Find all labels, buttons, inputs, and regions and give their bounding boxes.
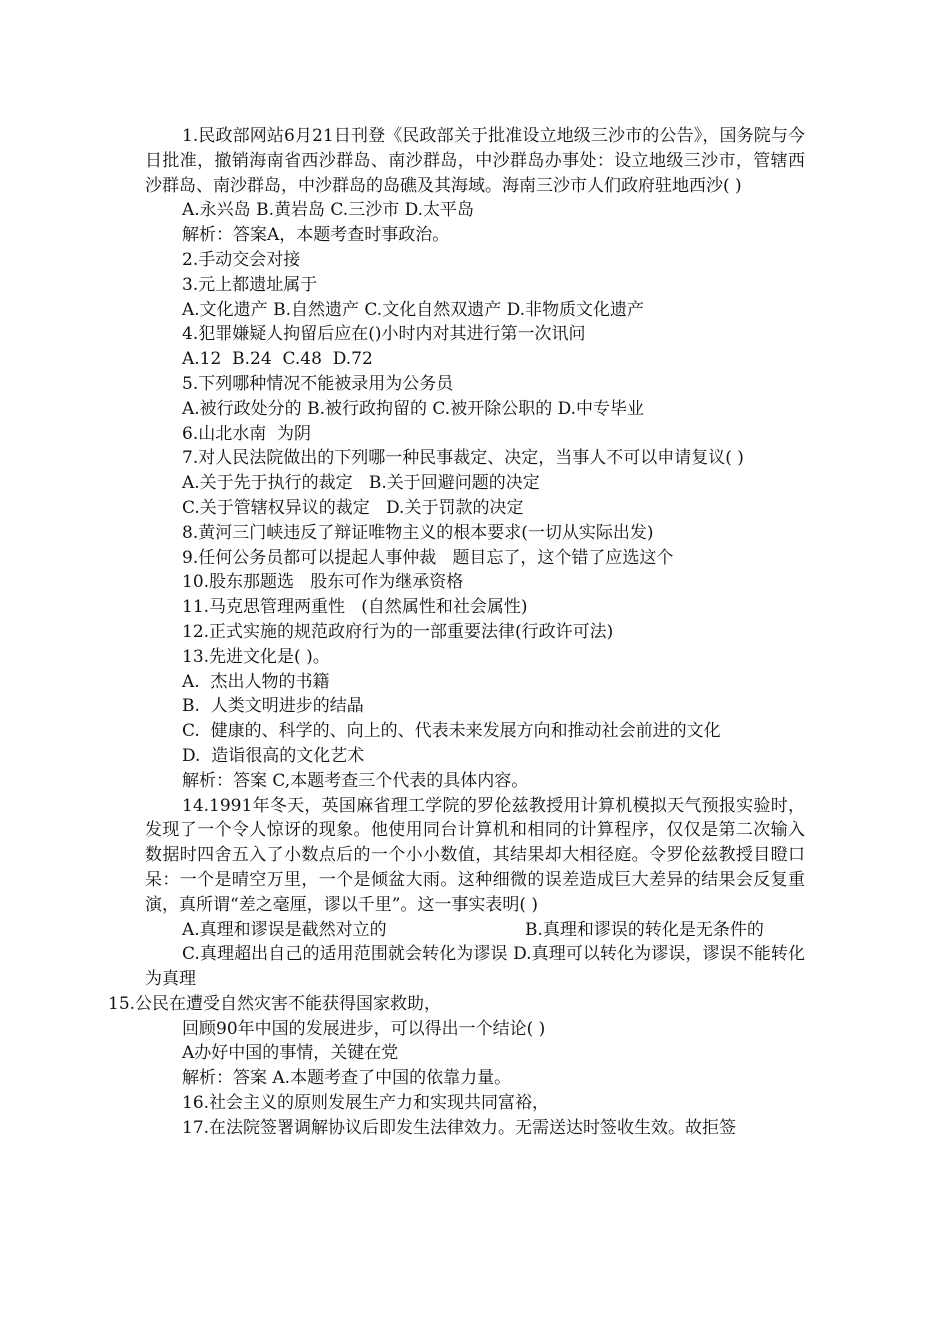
question-1-options: A.永兴岛 B.黄岩岛 C.三沙市 D.太平岛	[182, 200, 475, 221]
question-14-option-b: B.真理和谬误的转化是无条件的	[525, 919, 764, 940]
question-1-analysis: 解析：答案A，本题考查时事政治。	[182, 225, 450, 246]
question-6: 6.山北水南 为阴	[182, 423, 312, 444]
question-14-options-cd: C.真理超出自己的适用范围就会转化为谬误 D.真理可以转化为谬误，谬误不能转化为真理	[145, 944, 805, 990]
question-13-option-b: B. 人类文明进步的结晶	[182, 696, 364, 717]
question-13-option-a: A. 杰出人物的书籍	[182, 671, 330, 692]
question-13-analysis: 解析：答案 C,本题考查三个代表的具体内容。	[182, 770, 529, 791]
question-7: 7.对人民法院做出的下列哪一种民事裁定、决定，当事人不可以申请复议( )	[182, 448, 744, 469]
question-15-sub: 回顾90年中国的发展进步，可以得出一个结论( )	[182, 1018, 546, 1039]
question-2: 2.手动交会对接	[182, 249, 301, 270]
question-3-options: A.文化遗产 B.自然遗产 C.文化自然双遗产 D.非物质文化遗产	[182, 299, 645, 320]
question-1: 1.民政部网站6月21日刊登《民政部关于批准设立地级三沙市的公告》，国务院与今日批准，撤销海南省西沙群岛、南沙群岛，中沙群岛办事处：设立地级三沙市，管辖西沙群岛、南沙群岛，中沙群岛的岛礁及其海域。海南三沙市人们政府驻地西沙( )	[145, 126, 805, 196]
question-11: 11.马克思管理两重性 (自然属性和社会属性)	[182, 597, 528, 618]
question-15-analysis: 解析：答案 A.本题考查了中国的依靠力量。	[182, 1068, 512, 1089]
question-13-option-d: D. 造诣很高的文化艺术	[182, 745, 365, 766]
question-12: 12.正式实施的规范政府行为的一部重要法律(行政许可法)	[182, 621, 614, 642]
question-9: 9.任何公务员都可以提起人事仲裁 题目忘了，这个错了应选这个	[182, 547, 674, 568]
question-4: 4.犯罪嫌疑人拘留后应在()小时内对其进行第一次讯问	[182, 324, 586, 345]
question-4-options: A.12 B.24 C.48 D.72	[182, 349, 373, 370]
question-14-options-ab	[145, 918, 805, 943]
question-7-options-cd: C.关于管辖权异议的裁定 D.关于罚款的决定	[182, 497, 524, 518]
question-3: 3.元上都遗址属于	[182, 274, 318, 295]
question-14-option-a: A.真理和谬误是截然对立的	[182, 919, 387, 940]
question-14: 14.1991年冬天，英国麻省理工学院的罗伦兹教授用计算机模拟天气预报实验时，发现了一个令人惊讶的现象。他使用同台计算机和相同的计算程序，仅仅是第二次输入数据时四舍五入了小数点后的一个小小数值，其结果却大相径庭。令罗伦兹教授目瞪口呆：一个是晴空万里，一个是倾盆大雨。这种细微的误差造成巨大差异的结果会反复重演，真所谓“差之毫厘，谬以千里”。这一事实表明( )	[145, 795, 805, 915]
question-13: 13.先进文化是( )。	[182, 646, 330, 667]
question-5-options: A.被行政处分的 B.被行政拘留的 C.被开除公职的 D.中专毕业	[182, 398, 645, 419]
question-13-option-c: C. 健康的、科学的、向上的、代表未来发展方向和推动社会前进的文化	[182, 721, 721, 742]
question-7-options-ab: A.关于先于执行的裁定 B.关于回避问题的决定	[182, 473, 540, 494]
document-body	[108, 124, 805, 1141]
question-15-option: A办好中国的事情，关键在党	[182, 1043, 399, 1064]
question-15: 15.公民在遭受自然灾害不能获得国家救助，	[108, 993, 442, 1014]
question-10: 10.股东那题选 股东可作为继承资格	[182, 572, 464, 593]
question-5: 5.下列哪种情况不能被录用为公务员	[182, 373, 454, 394]
question-17: 17.在法院签署调解协议后即发生法律效力。无需送达时签收生效。故拒签	[182, 1117, 737, 1138]
question-16: 16.社会主义的原则发展生产力和实现共同富裕，	[182, 1093, 550, 1114]
question-8: 8.黄河三门峡违反了辩证唯物主义的根本要求(一切从实际出发)	[182, 522, 654, 543]
